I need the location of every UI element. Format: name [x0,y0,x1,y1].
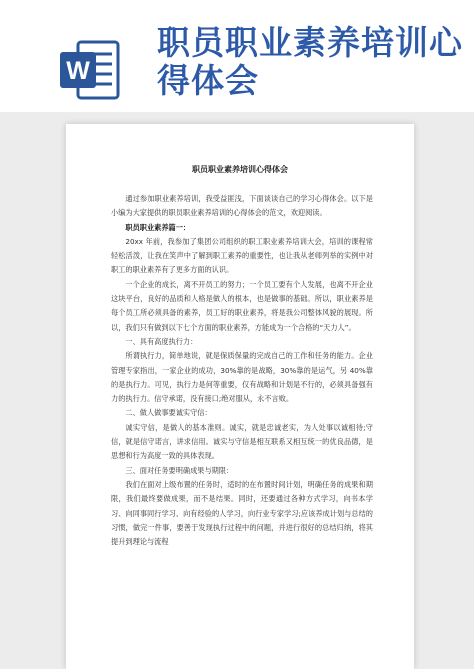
subheading: 一、具有高度执行力： [125,336,198,346]
subheading: 二、做人做事要诚实守信： [125,408,212,418]
body-paragraph: 我们在面对上级布置的任务时，适时的在布置时间计划，明确任务的成果和期限，我们最终要做成果，而不是结果。同时，还要通过各种方式学习，向书本学习、向同事同行学习、向有经验的人学习，向行业专家学习;应该养成计划与总结的习惯，做完一件事，要善于发现执行过程中的问题，并进行很好的总结归纳，将其提升到理论与流程 [111,479,373,547]
document-title: 职员职业素养培训心得体会 [192,165,288,174]
subheading: 三、面对任务要明确成果与期限： [125,465,234,475]
document-body [111,192,373,549]
word-document-icon [58,38,120,102]
intro-paragraph: 通过参加职业素养培训，我受益匪浅，下面谈谈自己的学习心得体会。以下是小编为大家提供的职员职业素养培训的心得体会的范文，欢迎阅读。 [111,194,373,218]
section-heading: 职员职业素养篇一： [125,222,191,232]
svg-text:W: W [66,57,90,85]
body-paragraph: 所谓执行力，简单地说，就是保质保量的完成自己的工作和任务的能力。企业管理专家指出，一家企业的成功，30%靠的是战略，30%靠的是运气，另 40%靠的是执行力。可见，执行力是何等重要，仅有战略和计划是不行的，必须具备强有力的执行力。信守承诺，没有接口;绝对服从，永不言败。 [111,351,373,404]
document-page [66,124,414,669]
banner [0,0,474,112]
body-paragraph: 诚实守信，是做人的基本准则。诚实，就是忠诚老实，为人处事以诚相待;守信，就是信守诺言，讲求信用。诚实与守信是相互联系又相互统一的优良品德，是思想和行为高度一致的具体表现。 [111,422,373,461]
banner-title: 职员职业素养培训心得体会 [157,23,463,100]
body-paragraph: 20xx 年前，我参加了集团公司组织的职工职业素养培训大会，培训的课程常轻松活泼，让我在笑声中了解到职工素养的重要性，也让我从老师列举的实例中对职工的职业素养有了更多方面的认识。 [111,236,373,275]
body-paragraph: 一个企业的成长，离不开员工的努力；一个员工要有个人发展，也离不开企业这块平台，良好的品质和人格是做人的根本，也是做事的基础。所以，职业素养是每个员工所必须具备的素养，员工好的职业素养，将是我公司整体风貌的展现。所以，我们只有做到以下七个方面的职业素养，方能成为一个合格的“天力人”。 [111,279,373,332]
